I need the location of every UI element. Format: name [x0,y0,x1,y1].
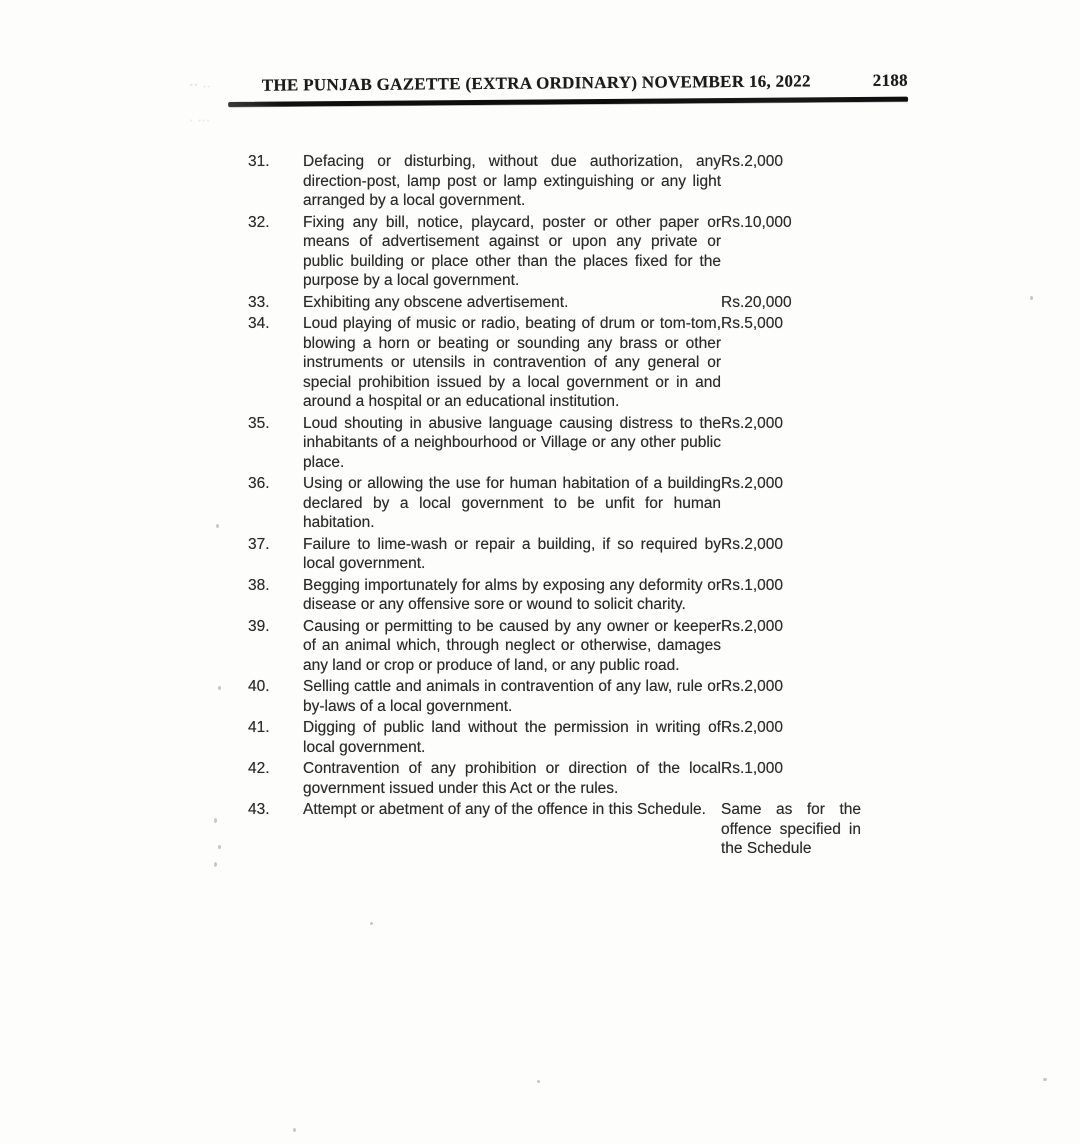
offence-description: Failure to lime-wash or repair a building, if so required by local government. [303,535,721,572]
offence-number: 38. [248,576,270,594]
offence-fine: Rs.2,000 [721,617,784,635]
offence-number: 41. [248,719,270,736]
offence-description: Attempt or abetment of any of the offence in this Schedule. [303,801,706,818]
gazette-title: THE PUNJAB GAZETTE (EXTRA ORDINARY) NOVEMBER 16, 2022 [261,71,811,95]
offence-number: 37. [248,535,270,553]
offence-fine: Rs.2,000 [721,153,784,170]
scan-artifact [370,922,373,925]
offence-number: 35. [248,414,270,432]
offence-description: Fixing any bill, notice, playcard, poster or other paper or means of advertisement against or upon any private or public building or place other than the places fixed for the purpose by a local government. [303,213,721,289]
schedule-row [248,152,861,213]
offence-description: Contravention of any prohibition or direction of the local government issued under this Act or the rules. [303,760,721,797]
schedule-row [248,800,861,861]
scan-artifact [293,1128,296,1132]
page-number: 2188 [872,70,909,90]
scan-artifact: -- .. [190,80,212,89]
scan-artifact [218,686,221,690]
offence-description: Exhibiting any obscene advertisement. [303,293,569,311]
schedule-row [248,474,861,535]
schedule-row [248,414,861,475]
offence-fine: Rs.2,000 [721,475,784,492]
offence-fine: Rs.2,000 [721,678,784,695]
offence-number: 43. [248,801,270,818]
schedule-row [248,576,861,617]
offence-fine: Rs.2,000 [721,535,784,553]
offence-description: Loud shouting in abusive language causing distress to the inhabitants of a neighbourhood or Village or any other public place. [303,414,721,471]
schedule-row [248,314,861,414]
offence-number: 36. [248,475,270,492]
schedule-row [248,535,861,576]
offence-number: 39. [248,617,270,635]
offence-fine: Rs.1,000 [721,576,784,594]
header-line [228,71,908,96]
schedule-row [248,293,861,315]
scan-artifact [214,818,217,823]
schedule-row [248,213,861,293]
offence-description: Loud playing of music or radio, beating of drum or tom-tom, blowing a horn or beating or sounding any brass or other instruments or utensils in contravention of any general or special prohibition issued by a local government or in and around a hospital or an educational institution. [303,315,721,410]
offence-description: Selling cattle and animals in contravention of any law, rule or by-laws of a local government. [303,678,721,715]
offence-fine: Rs.2,000 [721,719,784,736]
schedule-body [248,152,861,861]
offence-fine: Rs.5,000 [721,315,784,332]
offence-number: 31. [248,153,270,170]
offence-number: 42. [248,760,270,777]
offence-description: Causing or permitting to be caused by any owner or keeper of an animal which, through neglect or otherwise, damages any land or crop or produce of land, or any public road. [303,617,721,674]
offence-number: 34. [248,315,270,332]
offence-description: Defacing or disturbing, without due authorization, any direction-post, lamp post or lamp extinguishing or any light arranged by a local government. [303,153,721,209]
schedule-row [248,718,861,759]
scan-artifact [537,1080,540,1083]
offence-description: Begging importunately for alms by exposing any deformity or disease or any offensive sore or wound to solicit charity. [303,576,721,613]
scan-artifact: . ... [190,114,212,123]
header-rule [228,97,908,107]
offence-schedule-table [248,152,861,861]
offence-fine: Rs.20,000 [721,293,792,311]
offence-fine: Same as for the offence specified in the Schedule [721,801,861,857]
schedule-row [248,759,861,800]
scan-artifact [218,845,221,849]
scan-artifact [1043,1078,1047,1081]
offence-fine: Rs.1,000 [721,760,784,777]
offence-fine: Rs.2,000 [721,414,784,432]
offence-description: Using or allowing the use for human habitation of a building declared by a local government to be unfit for human habitation. [303,475,721,531]
schedule-row [248,677,861,718]
scan-artifact [214,862,217,867]
offence-description: Digging of public land without the permission in writing of local government. [303,719,721,756]
schedule-row [248,617,861,678]
scan-artifact [216,524,219,528]
offence-number: 32. [248,213,270,231]
offence-number: 40. [248,678,270,695]
page-header [228,71,908,107]
scan-artifact [1030,296,1033,300]
offence-fine: Rs.10,000 [721,213,792,231]
offence-number: 33. [248,293,270,311]
